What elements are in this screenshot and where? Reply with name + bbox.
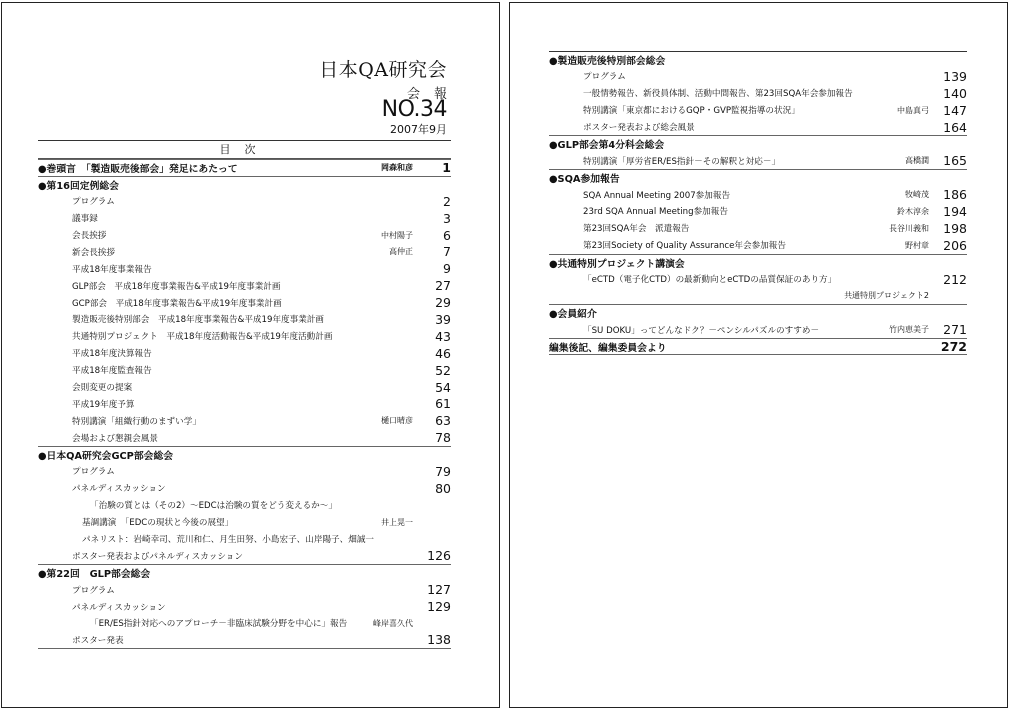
toc-entry-page-number: 126 — [427, 548, 451, 564]
toc-entry-page-number: 29 — [435, 295, 451, 311]
toc-entry-title: ●巻頭言 「製造販売後部会」発足にあたって — [38, 163, 238, 175]
organization-name: 日本QA研究会 — [319, 59, 447, 81]
toc-entry-author: 共通特別プロジェクト2 — [844, 291, 929, 301]
toc-entry-page-number: 272 — [940, 339, 967, 355]
toc-section-heading — [38, 446, 451, 463]
toc-entry — [38, 227, 451, 244]
toc-entry-title: 特別講演「厚労省ER/ES指針－その解釈と対応－」 — [583, 156, 781, 167]
toc-entry-title: ●製造販売後特別部会総会 — [549, 55, 666, 67]
toc-entry — [38, 429, 451, 446]
toc-entry — [38, 497, 451, 514]
toc-entry-page-number: 194 — [943, 203, 967, 219]
toc-entry-page-number: 39 — [435, 311, 451, 327]
toc-entry — [549, 203, 967, 220]
toc-entry-title: 会長挨拶 — [72, 231, 107, 241]
toc-entry — [38, 345, 451, 362]
right-page — [509, 2, 1008, 708]
toc-entry-page-number: 2 — [443, 193, 451, 209]
toc-entry — [38, 379, 451, 396]
toc-entry — [38, 311, 451, 328]
bulletin-label: 会報 — [406, 87, 461, 102]
toc-entries-right — [549, 51, 967, 355]
toc-entry-title: 議事録 — [72, 214, 98, 225]
toc-entry — [549, 287, 967, 304]
toc-entry — [38, 294, 451, 311]
toc-entry-title: 新会長挨拶 — [72, 247, 115, 258]
toc-entry — [38, 412, 451, 429]
toc-entry-title: GCP部会 平成18年度事業報告&平成19年度事業計画 — [72, 298, 282, 309]
toc-entry-page-number: 206 — [943, 237, 967, 253]
toc-entry — [38, 615, 451, 632]
toc-entry — [549, 321, 967, 338]
toc-entry-title: ポスター発表および総会風景 — [583, 123, 695, 133]
toc-entry-page-number: 271 — [943, 322, 967, 338]
toc-entry-page-number: 198 — [943, 220, 967, 236]
toc-entry-title: ●日本QA研究会GCP部会総会 — [38, 451, 174, 463]
toc-entry — [38, 531, 451, 548]
toc-entry — [549, 119, 967, 136]
toc-entry-title: プログラム — [583, 72, 626, 83]
toc-entry-author: 鈴木淳余 — [897, 206, 929, 216]
toc-entry-page-number: 127 — [427, 582, 451, 598]
toc-entry-author: 長谷川義和 — [889, 223, 929, 233]
toc-entry-title: パネリスト：岩崎幸司、荒川和仁、月生田努、小島宏子、山岸陽子、畑誠一 — [82, 535, 375, 546]
toc-entry-title: 「治験の質とは（その2）～EDCは治験の質をどう変えるか～」 — [90, 501, 337, 512]
toc-entry — [38, 581, 451, 598]
toc-entry — [38, 514, 451, 531]
toc-entry-title: ●第22回 GLP部会総会 — [38, 569, 151, 581]
toc-entry-title: 基調講演 「EDCの現状と今後の展望」 — [82, 518, 234, 529]
toc-entry-page-number: 138 — [427, 632, 451, 648]
toc-section-heading — [549, 338, 967, 355]
toc-entry-page-number: 27 — [435, 278, 451, 294]
toc-entry-title: パネルディスカッション — [72, 602, 166, 613]
toc-entry — [38, 632, 451, 649]
toc-entry-title: ●第16回定例総会 — [38, 180, 119, 192]
toc-entry-page-number: 9 — [443, 261, 451, 277]
toc-entry — [549, 68, 967, 85]
toc-entry-title: ●会員紹介 — [549, 309, 597, 321]
toc-entry-author: 高橋潤 — [905, 156, 929, 166]
toc-entry-title: プログラム — [72, 197, 115, 208]
toc-entry-author: 牧崎茂 — [905, 190, 929, 200]
toc-entry-title: 特別講演「東京都におけるGQP・GVP監視指導の状況」 — [583, 106, 800, 117]
toc-entry — [549, 220, 967, 237]
table-of-contents-right — [549, 51, 967, 355]
toc-entries-left — [38, 159, 451, 649]
toc-entry-title: プログラム — [72, 585, 115, 596]
toc-entry-title: 第23回Society of Quality Assurance年会参加報告 — [583, 241, 786, 252]
toc-entry — [38, 598, 451, 615]
toc-entry — [38, 193, 451, 210]
toc-entry-author: 中島真弓 — [897, 105, 929, 115]
toc-entry-title: GLP部会 平成18年度事業報告&平成19年度事業計画 — [72, 281, 281, 292]
issue-date: 2007年9月 — [390, 123, 447, 136]
toc-entry-page-number: 1 — [442, 160, 451, 176]
toc-entry-title: パネルディスカッション — [72, 484, 166, 495]
toc-entry-page-number: 186 — [943, 187, 967, 203]
toc-entry-page-number: 212 — [943, 271, 967, 287]
toc-entry-page-number: 43 — [435, 328, 451, 344]
toc-section-heading — [38, 159, 451, 176]
toc-entry-title: プログラム — [72, 467, 115, 478]
toc-entry-title: 一般情勢報告、新役員体制、活動中間報告、第23回SQA年会参加報告 — [583, 89, 853, 100]
toc-section-heading — [549, 304, 967, 321]
toc-entry-page-number: 80 — [435, 480, 451, 496]
toc-entry-title: ポスター発表 — [72, 635, 124, 646]
toc-entry — [38, 277, 451, 294]
toc-entry — [38, 547, 451, 564]
toc-entry-title: 共通特別プロジェクト 平成18年度活動報告&平成19年度活動計画 — [72, 332, 333, 343]
toc-entry — [38, 260, 451, 277]
toc-entry-title: 23rd SQA Annual Meeting参加報告 — [583, 207, 728, 218]
toc-entry — [549, 85, 967, 102]
toc-entry-page-number: 54 — [435, 379, 451, 395]
toc-title: 目次 — [38, 140, 451, 159]
toc-entry-title: SQA Annual Meeting 2007参加報告 — [583, 190, 731, 201]
toc-entry — [549, 152, 967, 169]
toc-entry-page-number: 165 — [943, 153, 967, 169]
toc-entry-page-number: 78 — [435, 430, 451, 446]
toc-section-heading — [38, 176, 451, 193]
toc-entry-title: 特別講演「組織行動のまずい学」 — [72, 416, 201, 427]
toc-entry-page-number: 164 — [943, 119, 967, 135]
toc-entry — [38, 480, 451, 497]
toc-entry-page-number: 7 — [443, 244, 451, 260]
toc-entry-author: 井上晃一 — [381, 517, 413, 527]
toc-section-heading — [549, 169, 967, 186]
toc-entry-page-number: 46 — [435, 345, 451, 361]
toc-entry-title: ●SQA参加報告 — [549, 174, 620, 186]
toc-entry-title: 「SU DOKU」ってどんなドク？－ペンシルパズルのすすめ－ — [583, 325, 820, 336]
toc-entry-page-number: 140 — [943, 85, 967, 101]
toc-entry-page-number: 6 — [443, 227, 451, 243]
toc-entry-author: 峰岸喜久代 — [373, 618, 413, 628]
toc-entry-page-number: 63 — [435, 413, 451, 429]
toc-entry-title: 会場および懇親会風景 — [72, 433, 158, 444]
toc-entry — [549, 271, 967, 288]
toc-section-heading — [549, 51, 967, 68]
toc-entry-page-number: 52 — [435, 362, 451, 378]
toc-entry — [38, 243, 451, 260]
issue-number: NO.34 — [381, 97, 447, 122]
toc-entry-title: 平成18年度監査報告 — [72, 366, 152, 377]
toc-entry-author: 野村章 — [905, 240, 929, 250]
toc-entry-author: 樋口晴彦 — [381, 416, 413, 426]
toc-entry-page-number: 3 — [443, 210, 451, 226]
toc-entry-author: 高仲正 — [389, 247, 413, 257]
toc-entry — [38, 328, 451, 345]
toc-section-heading — [38, 564, 451, 581]
toc-entry — [38, 210, 451, 227]
toc-entry-title: 平成18年度事業報告 — [72, 264, 152, 275]
toc-entry-page-number: 147 — [943, 102, 967, 118]
toc-entry-title: 「eCTD（電子化CTD）の最新動向とeCTDの品質保証のあり方」 — [583, 275, 837, 286]
toc-entry — [38, 463, 451, 480]
toc-entry-page-number: 139 — [943, 68, 967, 84]
toc-section-heading — [549, 135, 967, 152]
toc-entry-title: 会則変更の提案 — [72, 383, 133, 394]
toc-entry — [38, 362, 451, 379]
toc-entry-title: 製造販売後特別部会 平成18年度事業報告&平成19年度事業計画 — [72, 315, 325, 326]
toc-entry-author: 岡森和彦 — [381, 163, 413, 173]
toc-entry-title: 第23回SQA年会 派遣報告 — [583, 224, 690, 235]
toc-entry-title: ●共通特別プロジェクト講演会 — [549, 258, 685, 270]
toc-entry-title: 平成19年度予算 — [72, 399, 135, 410]
toc-entry-page-number: 129 — [427, 599, 451, 615]
toc-entry — [549, 186, 967, 203]
toc-entry-title: 「ER/ES指針対応へのアプローチ－非臨床試験分野を中心に」報告 — [90, 619, 348, 630]
toc-entry — [38, 395, 451, 412]
toc-entry-author: 竹内恵美子 — [889, 325, 929, 335]
toc-section-heading — [549, 254, 967, 271]
toc-entry — [549, 102, 967, 119]
toc-entry-page-number: 61 — [435, 396, 451, 412]
table-of-contents-left — [38, 140, 451, 649]
toc-entry-author: 中村陽子 — [381, 230, 413, 240]
left-page — [1, 2, 500, 708]
toc-entry-title: 編集後記、編集委員会より — [549, 342, 667, 354]
toc-entry-title: ポスター発表およびパネルディスカッション — [72, 551, 243, 562]
toc-entry-page-number: 79 — [435, 463, 451, 479]
toc-entry-title: ●GLP部会第4分科会総会 — [549, 140, 665, 152]
toc-entry-title: 平成18年度決算報告 — [72, 349, 152, 360]
toc-entry — [549, 237, 967, 254]
